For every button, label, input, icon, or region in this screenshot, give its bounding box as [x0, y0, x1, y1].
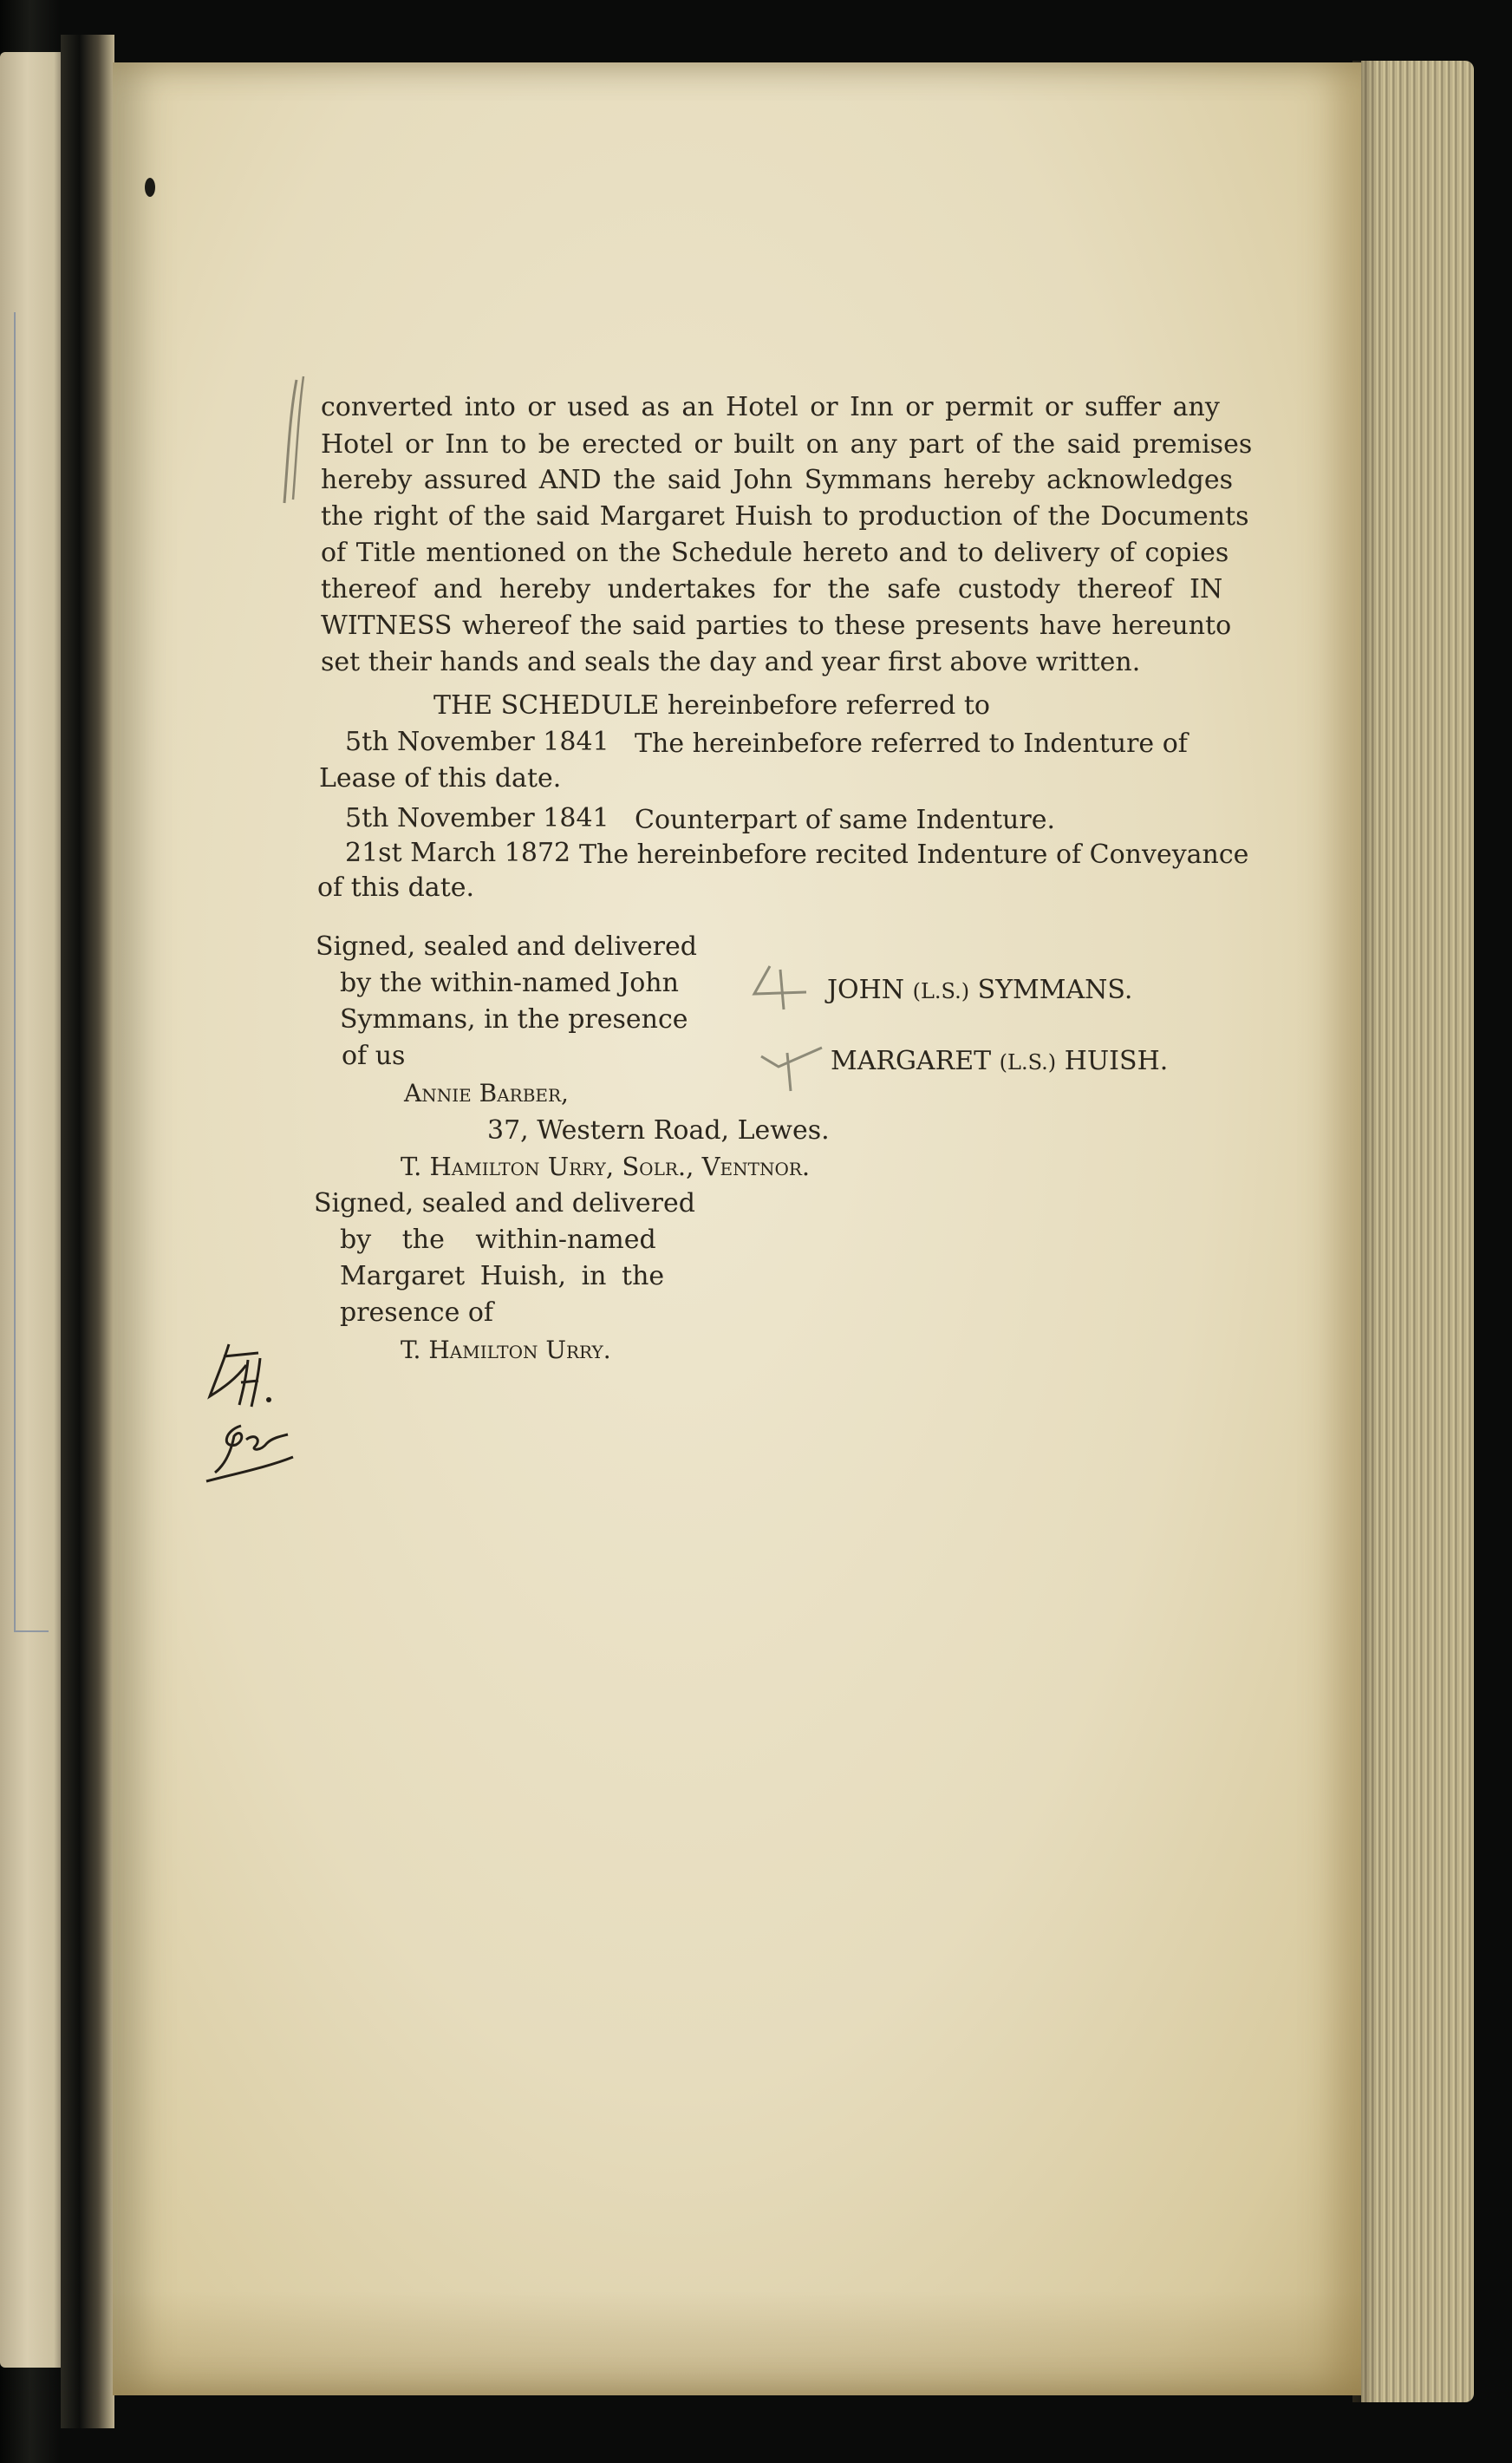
attestation-line: Margaret Huish, in the [340, 1261, 665, 1291]
book-gutter [61, 35, 114, 2428]
body-line: thereof and hereby undertakes for the safe custody thereof IN [321, 574, 1223, 604]
schedule-item-date: 5th November 1841 [345, 727, 609, 757]
body-line: converted into or used as an Hotel or Inn or permit or suffer any [321, 392, 1220, 422]
ruled-line [14, 1630, 49, 1632]
pencil-tick-mark [746, 961, 824, 1013]
attestation-line: by the within-named John [340, 968, 679, 998]
schedule-item-text: The hereinbefore recited Indenture of Conveyance [579, 840, 1249, 870]
ink-blot [145, 178, 155, 197]
seal-mark: (L.S.) [999, 1050, 1057, 1075]
ruled-line [14, 312, 16, 1630]
signatory-margaret-huish [831, 1046, 1168, 1076]
signatory-first-name: MARGARET [831, 1046, 992, 1076]
signatory-last-name: SYMMANS. [977, 975, 1133, 1005]
schedule-item-date: 21st March 1872 [345, 838, 571, 868]
body-line: hereby assured AND the said John Symmans hereby acknowledges [321, 465, 1233, 495]
schedule-item-continuation: Lease of this date. [319, 763, 562, 794]
previous-page-edge [0, 52, 68, 2368]
witness-name: T. Hamilton Urry. [401, 1336, 611, 1364]
witness-solicitor: T. Hamilton Urry, Solr., Ventnor. [401, 1152, 811, 1181]
signatory-last-name: HUISH. [1064, 1046, 1169, 1076]
body-line: WITNESS whereof the said parties to these presents have hereunto [321, 611, 1232, 641]
body-line: Hotel or Inn to be erected or built on any part of the said premises [321, 429, 1253, 460]
attestation-line: Symmans, in the presence [340, 1004, 688, 1035]
attestation-line: Signed, sealed and delivered [316, 931, 697, 962]
body-line: the right of the said Margaret Huish to production of the Documents [321, 501, 1249, 532]
pencil-tick-mark [753, 1041, 831, 1093]
witness-address: 37, Western Road, Lewes. [487, 1115, 830, 1146]
pencil-margin-mark [277, 373, 312, 512]
schedule-item-text: The hereinbefore referred to Indenture of [635, 728, 1188, 759]
signatory-first-name: JOHN [827, 975, 905, 1005]
schedule-item-date: 5th November 1841 [345, 803, 609, 833]
schedule-item-text: Counterpart of same Indenture. [635, 805, 1056, 835]
witness-name: Annie Barber, [404, 1079, 569, 1107]
schedule-heading: THE SCHEDULE hereinbefore referred to [433, 690, 990, 721]
attestation-line: presence of [340, 1297, 494, 1328]
seal-mark: (L.S.) [912, 979, 970, 1003]
attestation-line: Signed, sealed and delivered [314, 1188, 695, 1218]
body-line: of Title mentioned on the Schedule hereto and to delivery of copies [321, 538, 1229, 568]
schedule-item-continuation: of this date. [317, 872, 475, 903]
signatory-john-symmans [827, 975, 1132, 1005]
handwritten-initials [198, 1336, 302, 1500]
attestation-line: of us [342, 1041, 406, 1071]
body-line: set their hands and seals the day and year first above written. [321, 647, 1141, 677]
attestation-line: by the within-named [340, 1225, 656, 1255]
